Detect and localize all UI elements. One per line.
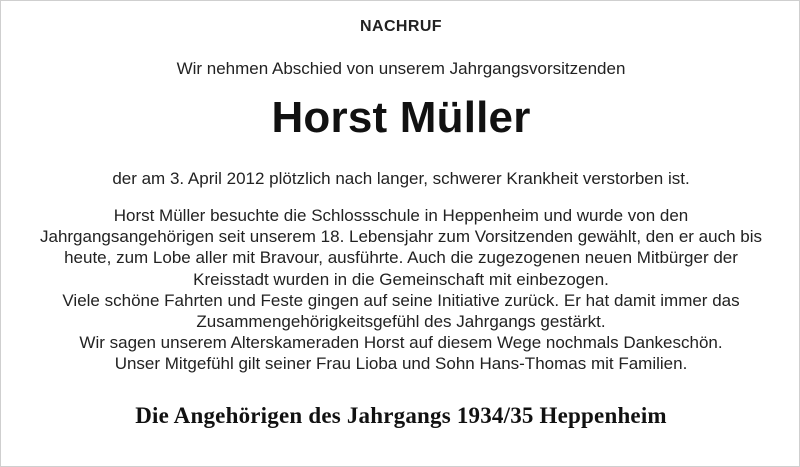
body-line: Viele schöne Fahrten und Feste gingen auf seine Initiative zurück. Er hat damit immer das — [62, 290, 740, 310]
death-date-text: der am 3. April 2012 plötzlich nach langer, schwerer Krankheit verstorben ist. — [112, 169, 690, 188]
body-line: Unser Mitgefühl gilt seiner Frau Lioba und Sohn Hans-Thomas mit Familien. — [114, 354, 688, 374]
body-line: Kreisstadt wurden in die Gemeinschaft mit einbezogen. — [193, 269, 609, 289]
body-text — [1, 205, 800, 375]
signature: Die Angehörigen des Jahrgangs 1934/35 Heppenheim — [135, 403, 667, 428]
body-line: Wir sagen unserem Alterskameraden Horst auf diesem Wege nochmals Dankeschön. — [79, 333, 723, 353]
notice-heading: NACHRUF — [360, 18, 442, 35]
intro-text: Wir nehmen Abschied von unserem Jahrgangsvorsitzenden — [176, 59, 626, 78]
body-line: Horst Müller besuchte die Schlossschule in Heppenheim und wurde von den — [113, 206, 689, 225]
body-line: Jahrgangsangehörigen seit unserem 18. Lebensjahr zum Vorsitzenden gewählt, den er auch bis — [39, 227, 763, 247]
body-line: heute, zum Lobe aller mit Bravour, ausführte. Auch die zugezogenen neuen Mitbürger der — [64, 248, 738, 268]
deceased-name: Horst Müller — [271, 93, 531, 142]
body-line: Zusammengehörigkeitsgefühl des Jahrgangs gestärkt. — [196, 312, 606, 332]
